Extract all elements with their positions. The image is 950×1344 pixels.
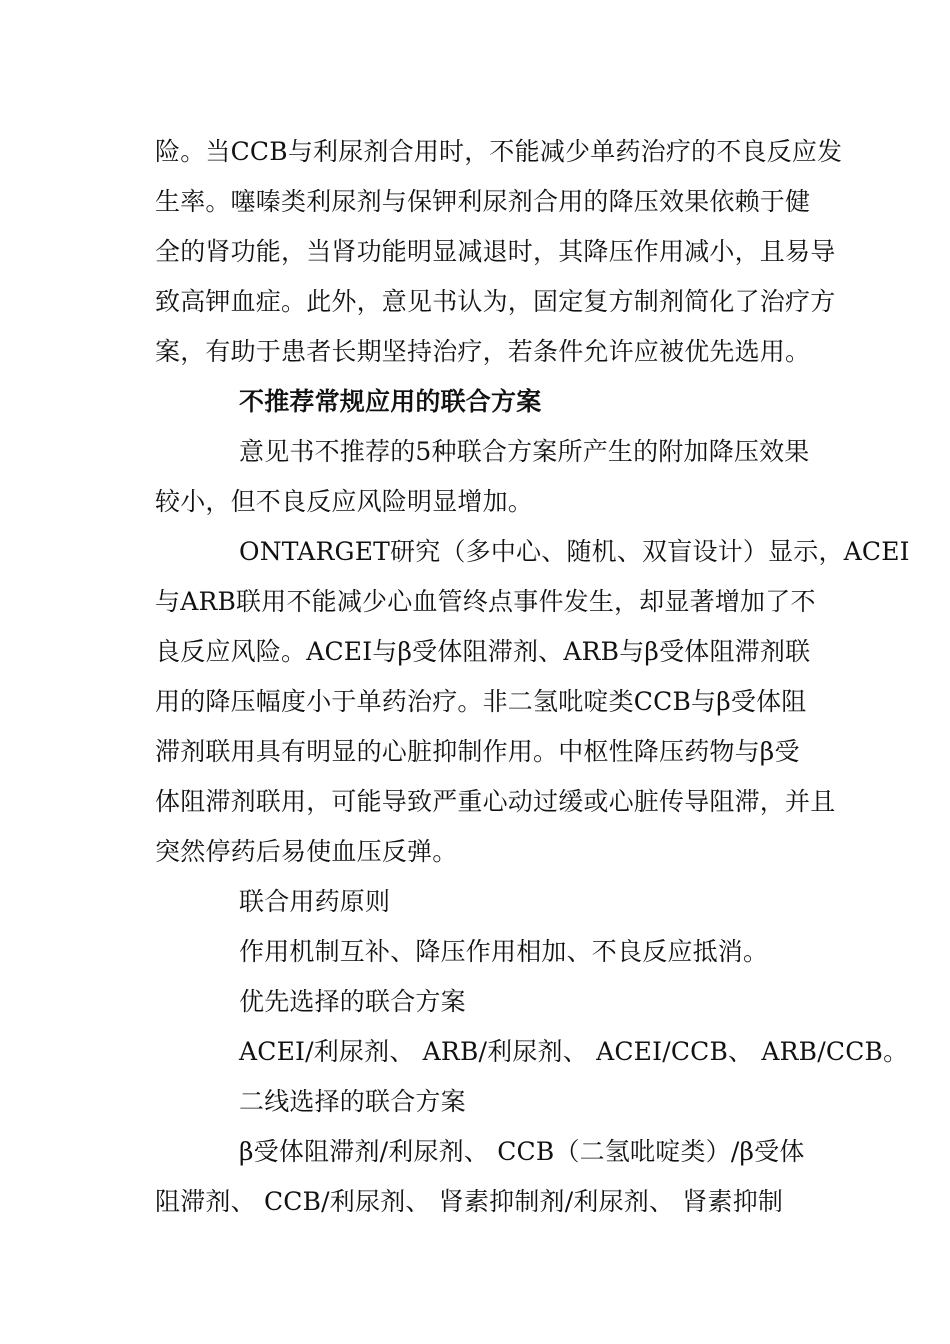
subheading: 优先选择的联合方案 xyxy=(239,987,466,1016)
paragraph-line: 体阻滞剂联用，可能导致严重心动过缓或心脏传导阻滞，并且 xyxy=(155,787,836,816)
paragraph-line: 生率。噻嗪类利尿剂与保钾利尿剂合用的降压效果依赖于健 xyxy=(155,187,811,216)
paragraph-line: 作用机制互补、降压作用相加、不良反应抵消。 xyxy=(239,937,769,966)
paragraph-line: 用的降压幅度小于单药治疗。非二氢吡啶类CCB与β受体阻 xyxy=(155,687,807,716)
paragraph-line: 突然停药后易使血压反弹。 xyxy=(155,837,458,866)
paragraph-line: 较小，但不良反应风险明显增加。 xyxy=(155,487,534,516)
section-heading: 不推荐常规应用的联合方案 xyxy=(239,387,542,416)
document-body xyxy=(155,127,910,1227)
paragraph-line: 致高钾血症。此外，意见书认为，固定复方制剂简化了治疗方 xyxy=(155,287,836,316)
paragraph-line: ONTARGET研究（多中心、随机、双盲设计）显示，ACEI xyxy=(239,537,910,566)
paragraph-line: 意见书不推荐的5种联合方案所产生的附加降压效果 xyxy=(239,437,810,466)
subheading: 联合用药原则 xyxy=(239,887,391,916)
paragraph-line: 良反应风险。ACEI与β受体阻滞剂、ARB与β受体阻滞剂联 xyxy=(155,637,811,666)
paragraph-line: ACEI/利尿剂、 ARB/利尿剂、 ACEI/CCB、 ARB/CCB。 xyxy=(239,1037,909,1066)
paragraph-line: 险。当CCB与利尿剂合用时，不能减少单药治疗的不良反应发 xyxy=(155,137,843,166)
paragraph-line: β受体阻滞剂/利尿剂、 CCB（二氢吡啶类）/β受体 xyxy=(239,1137,805,1166)
paragraph-line: 与ARB联用不能减少心血管终点事件发生，却显著增加了不 xyxy=(155,587,816,616)
paragraph-line: 阻滞剂、 CCB/利尿剂、 肾素抑制剂/利尿剂、 肾素抑制 xyxy=(155,1187,784,1216)
subheading: 二线选择的联合方案 xyxy=(239,1087,466,1116)
paragraph-line: 全的肾功能，当肾功能明显减退时，其降压作用减小，且易导 xyxy=(155,237,836,266)
paragraph-line: 滞剂联用具有明显的心脏抑制作用。中枢性降压药物与β受 xyxy=(155,737,800,766)
paragraph-line: 案，有助于患者长期坚持治疗，若条件允许应被优先选用。 xyxy=(155,337,811,366)
